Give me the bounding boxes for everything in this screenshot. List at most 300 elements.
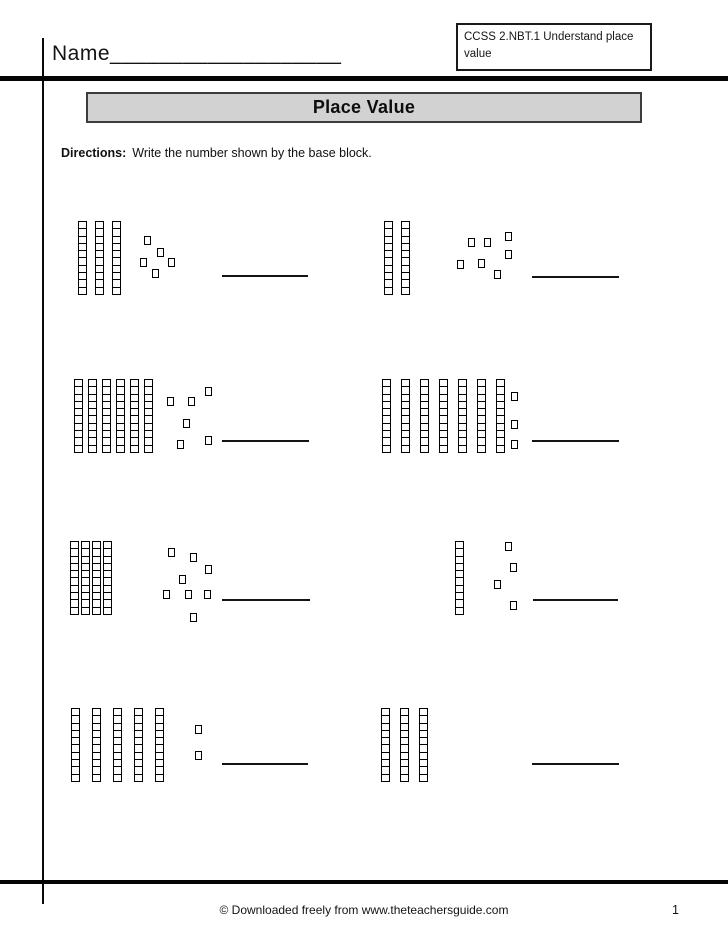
page-number: 1: [672, 903, 679, 917]
rod-cell: [456, 571, 463, 577]
rod-cell: [135, 709, 142, 715]
rod-cell: [420, 775, 427, 781]
rod-cell: [79, 280, 86, 286]
rod-cell: [420, 738, 427, 744]
rod-cell: [440, 424, 447, 430]
rod-cell: [382, 767, 389, 773]
tens-rod: [81, 541, 90, 615]
tens-rod: [401, 221, 410, 295]
rod-cell: [96, 237, 103, 243]
rod-cell: [402, 431, 409, 437]
rod-cell: [114, 775, 121, 781]
rod-cell: [402, 237, 409, 243]
rod-cell: [385, 222, 392, 228]
rod-cell: [401, 738, 408, 744]
tens-rod: [401, 379, 410, 453]
rod-cell: [82, 608, 89, 614]
rod-cell: [79, 273, 86, 279]
rod-cell: [383, 395, 390, 401]
tens-rod: [419, 708, 428, 782]
rod-cell: [75, 380, 82, 386]
rod-cell: [456, 608, 463, 614]
rod-cell: [93, 578, 100, 584]
rod-cell: [93, 564, 100, 570]
rod-cell: [156, 775, 163, 781]
rod-cell: [156, 724, 163, 730]
rod-cell: [89, 387, 96, 393]
rod-cell: [383, 409, 390, 415]
rod-cell: [117, 395, 124, 401]
rod-cell: [402, 229, 409, 235]
rod-cell: [421, 409, 428, 415]
rod-cell: [82, 586, 89, 592]
ones-unit: [494, 270, 501, 279]
rod-cell: [89, 402, 96, 408]
rod-cell: [421, 431, 428, 437]
ones-unit: [478, 259, 485, 268]
rod-cell: [93, 775, 100, 781]
rod-cell: [456, 600, 463, 606]
rod-cell: [72, 716, 79, 722]
rod-cell: [93, 745, 100, 751]
tens-rod: [155, 708, 164, 782]
rod-cell: [79, 229, 86, 235]
rod-cell: [402, 438, 409, 444]
rod-cell: [135, 775, 142, 781]
rod-cell: [114, 709, 121, 715]
directions-text: Write the number shown by the base block.: [132, 146, 372, 160]
rod-cell: [402, 409, 409, 415]
rod-cell: [113, 266, 120, 272]
rod-cell: [93, 600, 100, 606]
rod-cell: [135, 738, 142, 744]
rod-cell: [456, 586, 463, 592]
tens-rod: [103, 541, 112, 615]
answer-blank[interactable]: [533, 599, 618, 601]
rod-cell: [135, 716, 142, 722]
rod-cell: [402, 424, 409, 430]
rod-cell: [75, 416, 82, 422]
tens-rod: [112, 221, 121, 295]
rod-cell: [103, 387, 110, 393]
rod-cell: [75, 395, 82, 401]
rod-cell: [96, 222, 103, 228]
answer-blank[interactable]: [532, 440, 619, 442]
rod-cell: [145, 380, 152, 386]
ones-unit: [167, 397, 174, 406]
rod-cell: [401, 716, 408, 722]
rod-cell: [383, 416, 390, 422]
rod-cell: [440, 395, 447, 401]
tens-rod: [92, 708, 101, 782]
rod-cell: [72, 760, 79, 766]
rod-cell: [93, 738, 100, 744]
rod-cell: [93, 760, 100, 766]
rod-cell: [497, 446, 504, 452]
rod-cell: [103, 409, 110, 415]
rod-cell: [401, 767, 408, 773]
rod-cell: [385, 266, 392, 272]
tens-rod: [384, 221, 393, 295]
rod-cell: [145, 409, 152, 415]
ones-unit: [468, 238, 475, 247]
rod-cell: [420, 731, 427, 737]
rod-cell: [89, 438, 96, 444]
rod-cell: [145, 395, 152, 401]
answer-blank[interactable]: [222, 599, 310, 601]
rod-cell: [478, 424, 485, 430]
rod-cell: [401, 731, 408, 737]
rod-cell: [402, 387, 409, 393]
rod-cell: [456, 557, 463, 563]
rod-cell: [420, 716, 427, 722]
ones-unit: [510, 601, 517, 610]
rod-cell: [383, 424, 390, 430]
rod-cell: [96, 229, 103, 235]
rod-cell: [131, 402, 138, 408]
rod-cell: [104, 593, 111, 599]
rod-cell: [117, 446, 124, 452]
rod-cell: [383, 446, 390, 452]
rod-cell: [79, 266, 86, 272]
rod-cell: [103, 380, 110, 386]
rod-cell: [420, 760, 427, 766]
rod-cell: [497, 380, 504, 386]
rod-cell: [478, 446, 485, 452]
rod-cell: [82, 542, 89, 548]
tens-rod: [496, 379, 505, 453]
rod-cell: [96, 258, 103, 264]
rod-cell: [497, 424, 504, 430]
rod-cell: [402, 395, 409, 401]
rod-cell: [114, 738, 121, 744]
tens-rod: [78, 221, 87, 295]
rod-cell: [456, 593, 463, 599]
rod-cell: [131, 416, 138, 422]
rod-cell: [421, 387, 428, 393]
rod-cell: [89, 416, 96, 422]
ones-unit: [505, 232, 512, 241]
rod-cell: [385, 258, 392, 264]
rod-cell: [440, 431, 447, 437]
rod-cell: [402, 273, 409, 279]
ones-unit: [177, 440, 184, 449]
rod-cell: [79, 222, 86, 228]
answer-blank[interactable]: [532, 276, 619, 278]
rod-cell: [385, 229, 392, 235]
tens-rod: [144, 379, 153, 453]
tens-rod: [455, 541, 464, 615]
ones-unit: [190, 613, 197, 622]
rod-cell: [135, 767, 142, 773]
rod-cell: [459, 380, 466, 386]
rod-cell: [79, 237, 86, 243]
rod-cell: [93, 716, 100, 722]
rod-cell: [82, 571, 89, 577]
rod-cell: [75, 438, 82, 444]
rod-cell: [420, 709, 427, 715]
rod-cell: [402, 222, 409, 228]
rod-cell: [72, 745, 79, 751]
rod-cell: [71, 600, 78, 606]
ones-unit: [183, 419, 190, 428]
rod-cell: [93, 767, 100, 773]
rod-cell: [96, 244, 103, 250]
rod-cell: [497, 402, 504, 408]
rod-cell: [93, 731, 100, 737]
rod-cell: [478, 438, 485, 444]
rod-cell: [421, 424, 428, 430]
rod-cell: [402, 380, 409, 386]
rod-cell: [117, 424, 124, 430]
directions-label: Directions:: [61, 146, 127, 160]
rod-cell: [135, 745, 142, 751]
rod-cell: [382, 775, 389, 781]
rod-cell: [114, 753, 121, 759]
rod-cell: [82, 549, 89, 555]
rod-cell: [478, 402, 485, 408]
rod-cell: [79, 258, 86, 264]
answer-blank[interactable]: [222, 763, 308, 765]
rod-cell: [79, 251, 86, 257]
rod-cell: [421, 395, 428, 401]
ones-unit: [168, 258, 175, 267]
rod-cell: [103, 395, 110, 401]
tens-rod: [130, 379, 139, 453]
rod-cell: [421, 416, 428, 422]
rod-cell: [113, 273, 120, 279]
rod-cell: [440, 380, 447, 386]
name-field[interactable]: Name___________________: [52, 42, 342, 65]
rod-cell: [113, 244, 120, 250]
rod-cell: [89, 409, 96, 415]
rod-cell: [156, 767, 163, 773]
rod-cell: [104, 578, 111, 584]
ones-unit: [168, 548, 175, 557]
rod-cell: [82, 593, 89, 599]
rod-cell: [131, 387, 138, 393]
rod-cell: [382, 709, 389, 715]
rod-cell: [93, 549, 100, 555]
tens-rod: [382, 379, 391, 453]
rod-cell: [478, 395, 485, 401]
rod-cell: [497, 409, 504, 415]
tens-rod: [88, 379, 97, 453]
rod-cell: [93, 724, 100, 730]
rod-cell: [145, 387, 152, 393]
rod-cell: [104, 600, 111, 606]
rod-cell: [114, 724, 121, 730]
rod-cell: [71, 608, 78, 614]
rod-cell: [93, 571, 100, 577]
tens-rod: [102, 379, 111, 453]
ones-unit: [505, 250, 512, 259]
rod-cell: [145, 416, 152, 422]
rod-cell: [402, 280, 409, 286]
rod-cell: [385, 288, 392, 294]
ones-unit: [140, 258, 147, 267]
rod-cell: [156, 753, 163, 759]
ones-unit: [205, 387, 212, 396]
ones-unit: [457, 260, 464, 269]
rod-cell: [93, 586, 100, 592]
ones-unit: [179, 575, 186, 584]
rod-cell: [114, 767, 121, 773]
rod-cell: [75, 409, 82, 415]
rod-cell: [104, 549, 111, 555]
answer-blank[interactable]: [222, 440, 309, 442]
rod-cell: [103, 431, 110, 437]
rod-cell: [459, 387, 466, 393]
rod-cell: [93, 557, 100, 563]
rod-cell: [103, 416, 110, 422]
rod-cell: [131, 424, 138, 430]
tens-rod: [95, 221, 104, 295]
rod-cell: [456, 564, 463, 570]
rod-cell: [420, 767, 427, 773]
rod-cell: [459, 446, 466, 452]
rod-cell: [145, 424, 152, 430]
rod-cell: [114, 716, 121, 722]
rod-cell: [420, 745, 427, 751]
rod-cell: [440, 438, 447, 444]
rod-cell: [459, 416, 466, 422]
rod-cell: [103, 402, 110, 408]
rod-cell: [72, 738, 79, 744]
rod-cell: [385, 237, 392, 243]
rod-cell: [96, 280, 103, 286]
rod-cell: [156, 716, 163, 722]
rod-cell: [89, 424, 96, 430]
ones-unit: [157, 248, 164, 257]
rod-cell: [93, 593, 100, 599]
rod-cell: [156, 738, 163, 744]
ones-unit: [484, 238, 491, 247]
rod-cell: [383, 431, 390, 437]
ones-unit: [188, 397, 195, 406]
rod-cell: [402, 446, 409, 452]
rod-cell: [114, 731, 121, 737]
rod-cell: [131, 431, 138, 437]
rod-cell: [82, 578, 89, 584]
answer-blank[interactable]: [532, 763, 619, 765]
rod-cell: [385, 273, 392, 279]
ones-unit: [152, 269, 159, 278]
rod-cell: [401, 724, 408, 730]
rod-cell: [75, 402, 82, 408]
rod-cell: [71, 542, 78, 548]
rod-cell: [440, 409, 447, 415]
rod-cell: [497, 438, 504, 444]
rod-cell: [103, 424, 110, 430]
rod-cell: [93, 753, 100, 759]
rod-cell: [82, 557, 89, 563]
rod-cell: [96, 273, 103, 279]
rod-cell: [104, 542, 111, 548]
rod-cell: [131, 380, 138, 386]
rod-cell: [459, 395, 466, 401]
rod-cell: [421, 402, 428, 408]
rod-cell: [71, 571, 78, 577]
rod-cell: [382, 731, 389, 737]
rod-cell: [401, 753, 408, 759]
tens-rod: [381, 708, 390, 782]
rod-cell: [421, 438, 428, 444]
rod-cell: [113, 237, 120, 243]
standard-box: CCSS 2.NBT.1 Understand place value: [456, 23, 652, 71]
rod-cell: [72, 775, 79, 781]
ones-unit: [494, 580, 501, 589]
rod-cell: [113, 229, 120, 235]
rod-cell: [420, 724, 427, 730]
tens-rod: [92, 541, 101, 615]
rod-cell: [478, 431, 485, 437]
rod-cell: [104, 608, 111, 614]
rod-cell: [421, 446, 428, 452]
rod-cell: [96, 288, 103, 294]
rod-cell: [497, 387, 504, 393]
rod-cell: [382, 745, 389, 751]
rod-cell: [89, 431, 96, 437]
rod-cell: [89, 380, 96, 386]
rod-cell: [93, 608, 100, 614]
rod-cell: [402, 266, 409, 272]
rod-cell: [382, 753, 389, 759]
ones-unit: [511, 420, 518, 429]
rod-cell: [113, 280, 120, 286]
rod-cell: [385, 280, 392, 286]
ones-unit: [195, 725, 202, 734]
ones-unit: [190, 553, 197, 562]
rod-cell: [440, 402, 447, 408]
rod-cell: [71, 557, 78, 563]
rod-cell: [383, 380, 390, 386]
rod-cell: [402, 402, 409, 408]
rod-cell: [497, 416, 504, 422]
rod-cell: [113, 251, 120, 257]
rod-cell: [117, 431, 124, 437]
rod-cell: [156, 731, 163, 737]
rod-cell: [131, 409, 138, 415]
rod-cell: [72, 731, 79, 737]
footer-credit: © Downloaded freely from www.theteachersguide.com: [219, 903, 509, 917]
tens-rod: [113, 708, 122, 782]
answer-blank[interactable]: [222, 275, 308, 277]
ones-unit: [204, 590, 211, 599]
rod-cell: [459, 402, 466, 408]
rod-cell: [382, 724, 389, 730]
rod-cell: [420, 753, 427, 759]
rod-cell: [459, 409, 466, 415]
rod-cell: [89, 446, 96, 452]
rod-cell: [402, 416, 409, 422]
ones-unit: [163, 590, 170, 599]
rod-cell: [75, 446, 82, 452]
ones-unit: [505, 542, 512, 551]
tens-rod: [400, 708, 409, 782]
rod-cell: [456, 542, 463, 548]
rod-cell: [383, 438, 390, 444]
rod-cell: [135, 724, 142, 730]
rod-cell: [72, 709, 79, 715]
rod-cell: [131, 395, 138, 401]
rod-cell: [75, 431, 82, 437]
rod-cell: [117, 438, 124, 444]
rod-cell: [497, 395, 504, 401]
rod-cell: [402, 258, 409, 264]
tens-rod: [420, 379, 429, 453]
rod-cell: [93, 542, 100, 548]
